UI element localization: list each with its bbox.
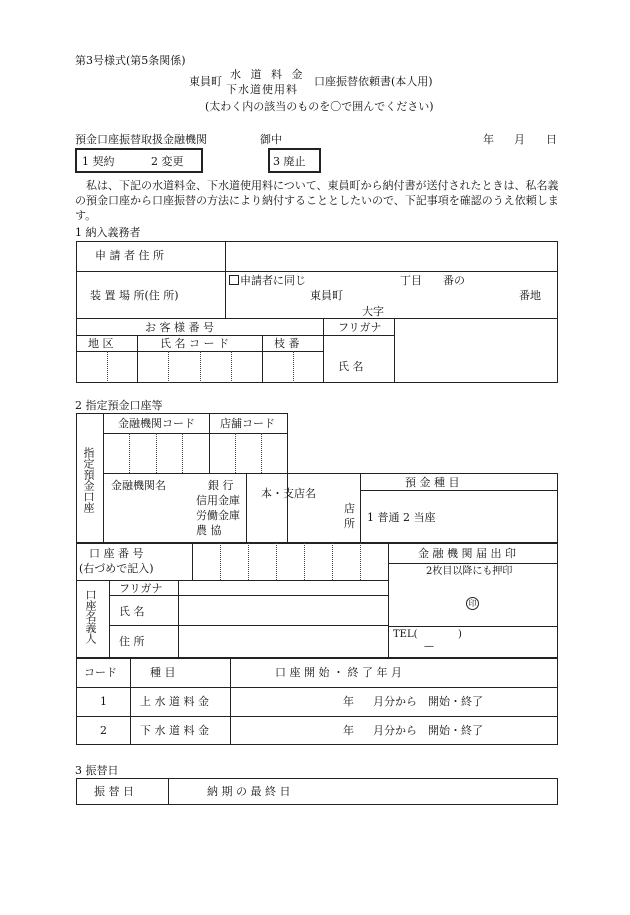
transfer-date-label: 振 替 日 xyxy=(94,785,134,798)
bank-info-row xyxy=(103,473,558,543)
addressee-onchu: 御中 xyxy=(260,133,282,146)
option-change[interactable]: 2 変更 xyxy=(151,155,184,168)
branch-number-label: 枝 番 xyxy=(274,337,300,350)
section2-heading: 2 指定預金口座等 xyxy=(75,399,163,412)
intro-text: 私は、下記の水道料金、下水道使用料について、東員町から納付書が送付されたときは、私名義の預金口座から口座振替の方法により納付することとしたいので、下記事項を確認のうえ依頼します。 xyxy=(75,179,559,222)
seal-note: 2枚目以降にも押印 xyxy=(426,566,513,577)
addressee-institution: 預金口座振替取扱金融機関 xyxy=(75,133,207,146)
col-period: 口 座 開 始 ・ 終 了 年 月 xyxy=(275,666,402,679)
option-contract[interactable]: 1 契約 xyxy=(82,155,115,168)
holder-furigana-field[interactable] xyxy=(182,582,384,594)
install-location-label: 装 置 場 所(住 所) xyxy=(90,289,179,302)
holder-name-label: 氏 名 xyxy=(119,605,145,618)
same-as-applicant-label: 申請者に同じ xyxy=(240,274,306,287)
name-code-label: 氏 名 コ ー ド xyxy=(160,337,229,350)
row2-type: 下 水 道 料 金 xyxy=(140,724,209,737)
date-month: 月 xyxy=(514,133,525,146)
deposit-type-options[interactable]: 1 普通 2 当座 xyxy=(367,511,436,524)
chome-label: 丁目 xyxy=(400,274,422,287)
date-day: 日 xyxy=(546,133,557,146)
applicant-address-label: 申 請 者 住 所 xyxy=(95,249,164,262)
ban-label: 番の xyxy=(443,274,465,287)
branch-code-label: 店舗コード xyxy=(220,417,275,430)
row2-from: 月分から xyxy=(373,724,417,737)
last-day-text: 納 期 の 最 終 日 xyxy=(207,785,291,798)
seal-header: 金 融 機 関 届 出 印 xyxy=(418,547,516,560)
town-name: 東員町 xyxy=(189,75,222,88)
tel-label: TEL( xyxy=(393,629,418,640)
col-code: コード xyxy=(84,666,117,679)
institution-name-label: 金融機関名 xyxy=(111,479,166,492)
row1-year: 年 xyxy=(343,695,354,708)
form-id: 第3号様式(第5条関係) xyxy=(75,54,186,67)
install-town: 東員町 xyxy=(310,289,343,302)
name-label: 氏 名 xyxy=(338,360,364,373)
holder-furigana-label: フリガナ xyxy=(119,582,163,595)
section1-heading: 1 納入義務者 xyxy=(75,226,141,239)
row2-code: 2 xyxy=(100,724,107,737)
holder-label: 口座名義人 xyxy=(84,589,97,644)
row1-status[interactable]: 開始・終了 xyxy=(428,695,483,708)
bank-code-label: 金融機関コード xyxy=(118,417,195,430)
row1-code: 1 xyxy=(100,695,107,708)
same-as-applicant-checkbox[interactable] xyxy=(229,275,239,285)
tel-field[interactable] xyxy=(420,630,456,642)
tel-close: ) xyxy=(458,629,462,640)
customer-number-label: お 客 様 番 号 xyxy=(145,321,214,334)
applicant-address-field[interactable] xyxy=(240,250,550,265)
oaza-label: 大字 xyxy=(362,305,384,318)
right-align-note: (右づめで記入) xyxy=(79,562,154,575)
row2-status[interactable]: 開始・終了 xyxy=(428,724,483,737)
ten-label: 店 xyxy=(344,502,355,515)
holder-name-field[interactable] xyxy=(182,598,384,622)
bank-type-shinkin: 信用金庫 xyxy=(196,494,240,507)
head-branch-label: 本・支店名 xyxy=(261,487,316,500)
title-water-fee: 水 道 料 金 xyxy=(230,68,306,81)
sho-label: 所 xyxy=(344,517,355,530)
date-year: 年 xyxy=(483,133,494,146)
holder-address-field[interactable] xyxy=(182,628,384,654)
row1-type: 上 水 道 料 金 xyxy=(140,695,209,708)
designated-account-label: 指定預金口座 xyxy=(82,447,95,513)
instruction-note: (太わく内の該当のものを〇で囲んでください) xyxy=(205,100,434,113)
bank-type-rokin: 労働金庫 xyxy=(196,509,240,522)
row2-year: 年 xyxy=(343,724,354,737)
transfer-date-table xyxy=(76,778,558,805)
banchi-label: 番地 xyxy=(519,289,541,302)
col-type: 種 目 xyxy=(150,666,176,679)
section3-heading: 3 振替日 xyxy=(75,764,119,777)
furigana-label: フリガナ xyxy=(338,321,382,334)
tel-dash: — xyxy=(424,641,434,652)
account-number-label: 口 座 番 号 xyxy=(89,547,144,560)
form-title: 口座振替依頼書(本人用) xyxy=(314,75,433,88)
deposit-type-label: 預 金 種 目 xyxy=(405,476,460,489)
option-abolish[interactable]: 3 廃止 xyxy=(273,155,306,168)
row1-from: 月分から xyxy=(373,695,417,708)
title-sewer-fee: 下水道使用料 xyxy=(226,83,298,96)
holder-address-label: 住 所 xyxy=(119,635,145,648)
area-label: 地 区 xyxy=(88,337,114,350)
seal-mark-icon: 印 xyxy=(466,597,479,610)
bank-type-bank: 銀 行 xyxy=(208,479,234,492)
bank-type-nokyo: 農 協 xyxy=(196,524,222,537)
